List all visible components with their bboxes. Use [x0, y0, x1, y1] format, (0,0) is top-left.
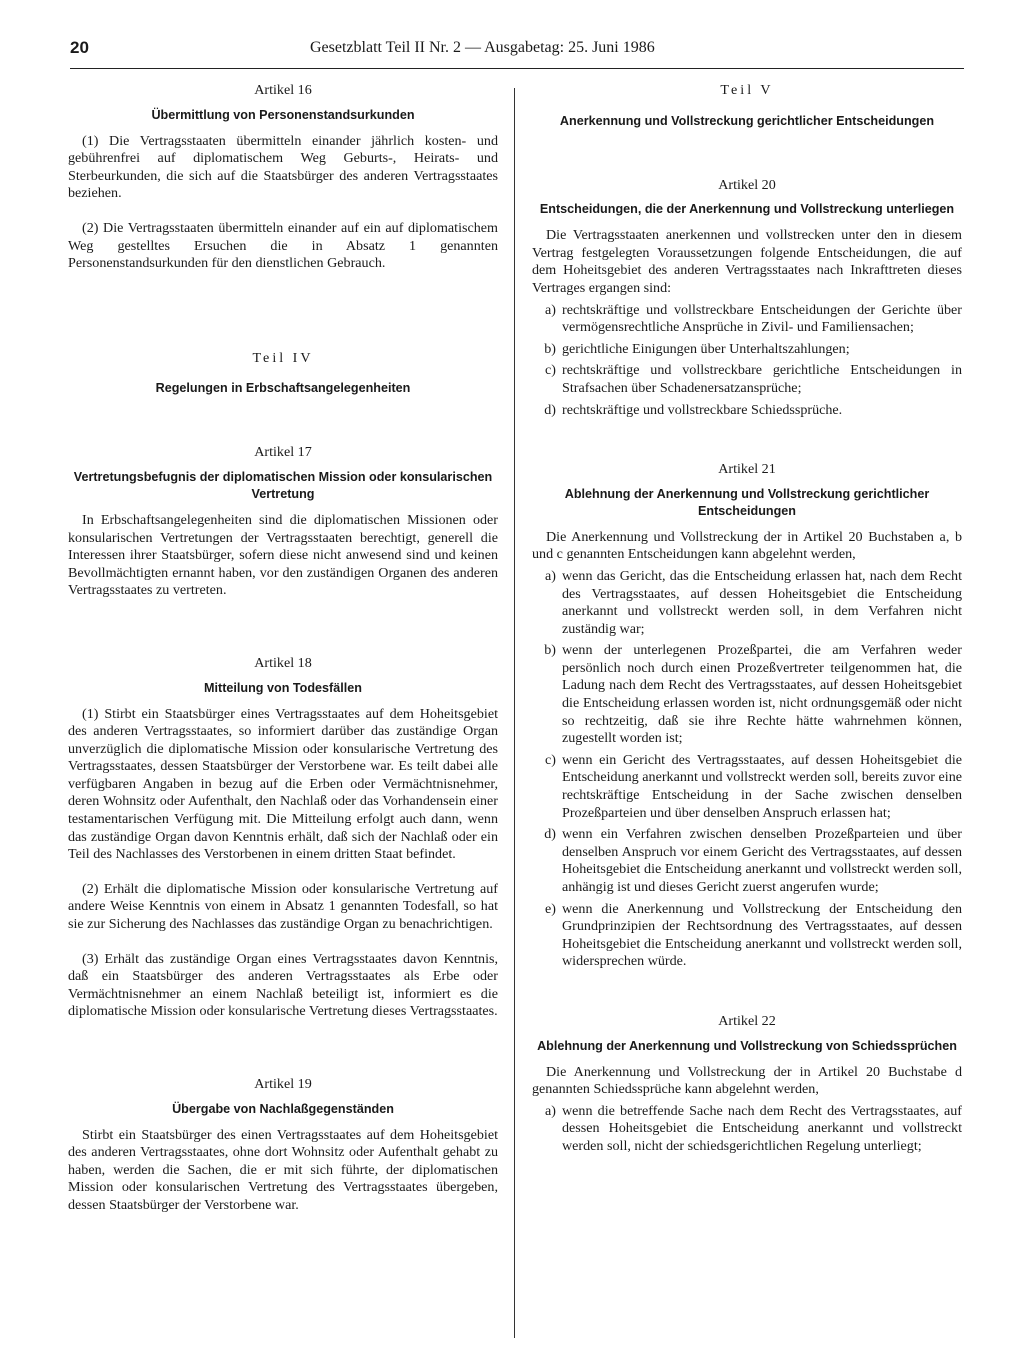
paragraph: (2) Die Vertragsstaaten übermitteln einander auf ein auf diplomatischem Weg gestelltes Ersuchen die in Absatz 1 genannten Personenstandsurkunden für den dienstlichen Gebrauch. — [68, 219, 498, 272]
paragraph: Die Vertragsstaaten anerkennen und vollstrecken unter den in diesem Vertrag festgelegten Voraussetzungen folgende Entscheidungen, die auf dem Hoheitsgebiet des anderen Vertragsstaates nach Inkrafttreten dieses Vertrages ergangen sind: — [532, 227, 962, 296]
paragraph: (1) Die Vertragsstaaten übermitteln einander jährlich kosten- und gebührenfrei auf diplomatischem Weg Geburts-, Heirats- und Sterbeurkunden, die sich auf die Staatsbürger des anderen Vertragsstaates beziehen. — [68, 132, 498, 202]
article-17 — [68, 444, 498, 600]
spacer — [68, 1038, 498, 1076]
article-heading: Ablehnung der Anerkennung und Vollstreckung von Schiedssprüchen — [537, 1038, 957, 1053]
article-number: Artikel 21 — [718, 461, 776, 478]
item-text: rechtskräftige und vollstreckbare gerichtliche Entscheidungen in Strafsachen über Schadenersatzansprüche; — [562, 362, 962, 396]
list-item — [532, 1103, 962, 1156]
article-22 — [532, 1013, 962, 1156]
item-label: d) — [544, 401, 556, 418]
item-text: wenn ein Verfahren zwischen denselben Prozeßparteien und über denselben Anspruch vor einem Gericht des Vertragsstaates, auf dessen Hoheitsgebiet die Entscheidung anerkannt und vollstreckt werden soll, anhängig ist und dieses Gericht zuerst angerufen wurde; — [562, 826, 962, 895]
paragraph: Die Anerkennung und Vollstreckung der in Artikel 20 Buchstaben a, b und c genannten Entscheidungen kann abgelehnt werden, — [532, 528, 962, 563]
part-4 — [68, 350, 498, 398]
article-heading: Mitteilung von Todesfällen — [204, 680, 362, 695]
article-number: Artikel 18 — [254, 654, 312, 671]
column-divider — [514, 88, 515, 1338]
item-label: a) — [545, 301, 556, 318]
article-heading: Ablehnung der Anerkennung und Vollstreckung gerichtlicher Entscheidungen — [564, 486, 930, 518]
article-heading: Übermittlung von Personenstandsurkunden — [151, 107, 415, 122]
item-label: c) — [545, 751, 556, 768]
part-heading: Regelungen in Erbschaftsangelegenheiten — [155, 381, 411, 396]
article-heading: Übergabe von Nachlaßgegenständen — [172, 1101, 394, 1116]
right-column — [532, 82, 962, 1160]
article-18 — [68, 655, 498, 1021]
item-label: b) — [544, 642, 556, 659]
item-text: wenn das Gericht, das die Entscheidung erlassen hat, nach dem Recht des Vertragsstaates, auf dessen Hoheitsgebiet die Entscheidung anerkannt und vollstreckt werden soll, in dem Verfahren nicht zuständig war; — [562, 567, 962, 637]
list-item — [532, 341, 962, 359]
article-number: Artikel 16 — [254, 82, 312, 98]
item-text: wenn die betreffende Sache nach dem Recht des Vertragsstaates, auf dessen Hoheitsgebiet die Entscheidung anerkannt und vollstreckt werden soll, nicht der schiedsgerichtlichen Regelung unterliegt; — [562, 1102, 962, 1154]
list-item — [532, 752, 962, 822]
article-heading: Entscheidungen, die der Anerkennung und Vollstreckung unterliegen — [539, 202, 955, 217]
spacer — [532, 423, 962, 461]
page-header — [70, 38, 964, 69]
article-20 — [532, 177, 962, 420]
spacer — [532, 139, 962, 177]
part-title: Teil V — [720, 82, 774, 98]
list-item — [532, 302, 962, 337]
paragraph: (3) Erhält das zuständige Organ eines Vertragsstaates davon Kenntnis, daß ein Staatsbürger des anderen Vertragsstaates als Erbe oder Vermächtnisnehmer an einem Nachlaß beteiligt ist, informiert es die diplomatische Mission oder konsularische Vertretung dieses Vertragsstaates. — [68, 950, 498, 1020]
article-21 — [532, 461, 962, 971]
article-16 — [68, 82, 498, 273]
item-text: rechtskräftige und vollstreckbare Entscheidungen der Gerichte über vermögensrechtliche Ansprüche in Zivil- und Familiensachen; — [562, 301, 962, 336]
list-item — [532, 402, 962, 420]
article-number: Artikel 20 — [718, 176, 776, 193]
item-label: b) — [544, 340, 556, 357]
paragraph: Stirbt ein Staatsbürger des einen Vertragsstaates auf dem Hoheitsgebiet des anderen Vertragsstaates, ohne dort Wohnsitz oder Aufenthalt gehabt zu haben, werden die Sachen, die er mit sich führte, der diplomatischen Mission oder konsularischen Vertretung des Vertragsstaates übergeben, dessen Staatsbürger der Verstorbene war. — [68, 1126, 498, 1213]
article-number: Artikel 17 — [254, 444, 312, 461]
article-19 — [68, 1076, 498, 1215]
item-label: a) — [545, 567, 556, 584]
item-text: rechtskräftige und vollstreckbare Schiedssprüche. — [562, 401, 843, 418]
item-text: wenn ein Gericht des Vertragsstaates, auf dessen Hoheitsgebiet die Entscheidung anerkannt und vollstreckt werden soll, bereits zuvor eine rechtskräftige Entscheidung in der Sache zwischen denselben Prozeßparteien und über denselben Anspruch erlassen hat; — [562, 751, 962, 821]
item-label: a) — [545, 1102, 556, 1119]
spacer — [68, 617, 498, 655]
part-5 — [532, 82, 962, 130]
list-item — [532, 826, 962, 896]
running-title: Gesetzblatt Teil II Nr. 2 — Ausgabetag: 25. Juni 1986 — [310, 39, 655, 56]
article-heading: Vertretungsbefugnis der diplomatischen Mission oder konsularischen Vertretung — [73, 469, 493, 501]
part-heading: Anerkennung und Vollstreckung gerichtlicher Entscheidungen — [559, 113, 935, 128]
item-label: d) — [544, 826, 556, 843]
page-number: 20 — [70, 38, 89, 57]
paragraph: Die Anerkennung und Vollstreckung der in Artikel 20 Buchstabe d genannten Schiedssprüche kann abgelehnt werden, — [532, 1063, 962, 1098]
list-item — [532, 901, 962, 971]
item-label: e) — [545, 900, 556, 917]
item-text: wenn der unterlegenen Prozeßpartei, die am Verfahren weder persönlich noch durch einen Prozeßvertreter teilgenommen hat, die Ladung nach dem Recht des Vertragsstaates, auf dessen Hoheitsgebiet die Entscheidung erlassen worden ist, nicht ordnungsgemäß oder nicht so rechtzeitig, daß sie ihre Rechte hätte wahrnehmen können, zugestellt worden ist; — [562, 642, 962, 747]
spacer — [68, 406, 498, 444]
article-number: Artikel 19 — [254, 1076, 312, 1092]
list-item — [532, 568, 962, 638]
part-title: Teil IV — [252, 349, 314, 366]
spacer — [68, 290, 498, 350]
list-item — [532, 362, 962, 397]
paragraph: (1) Stirbt ein Staatsbürger eines Vertragsstaates auf dem Hoheitsgebiet des anderen Vertragsstaates, so informiert darüber das zuständige Organ unverzüglich die diplomatische Mission oder konsularische Vertretung des Vertragsstaates, dessen Staatsbürger der Verstorbene war. Es teilt dabei alle verfügbaren Angaben in bezug auf die Erben oder Vermächtnisnehmer, deren Wohnsitz oder Aufenthalt, den Nachlaß oder das Vorhandensein einer testamentarischen Verfügung mit. Die Mitteilung erfolgt auch dann, wenn das zuständige Organ davon Kenntnis erhält, daß sich der Nachlaß oder ein Teil des Nachlasses des Verstorbenen in einem dritten Staat befindet. — [68, 705, 498, 863]
list-item — [532, 642, 962, 748]
item-text: wenn die Anerkennung und Vollstreckung der Entscheidung den Grundprinzipien der Rechtsordnung des Vertragsstaates, auf dessen Hoheitsgebiet die Entscheidung anerkannt und vollstreckt werden soll, widersprechen würde. — [562, 900, 962, 970]
left-column — [68, 82, 498, 1232]
spacer — [532, 975, 962, 1013]
article-number: Artikel 22 — [718, 1012, 776, 1029]
paragraph: (2) Erhält die diplomatische Mission oder konsularische Vertretung auf andere Weise Kenntnis von einem in Absatz 1 genannten Todesfall, so hat sie zur Sicherung des Nachlasses das zuständige Organ zu benachrichtigen. — [68, 880, 498, 933]
item-label: c) — [545, 362, 556, 379]
paragraph: In Erbschaftsangelegenheiten sind die diplomatischen Missionen oder konsularischen Vertretungen der Vertragsstaaten berechtigt, generell die Interessen ihrer Staatsbürger, sofern diese nicht anwesend sind und keinen Bevollmächtigten ernannt haben, vor den zuständigen Organen des anderen Vertragsstaates zu vertreten. — [68, 511, 498, 599]
item-text: gerichtliche Einigungen über Unterhaltszahlungen; — [562, 340, 850, 357]
